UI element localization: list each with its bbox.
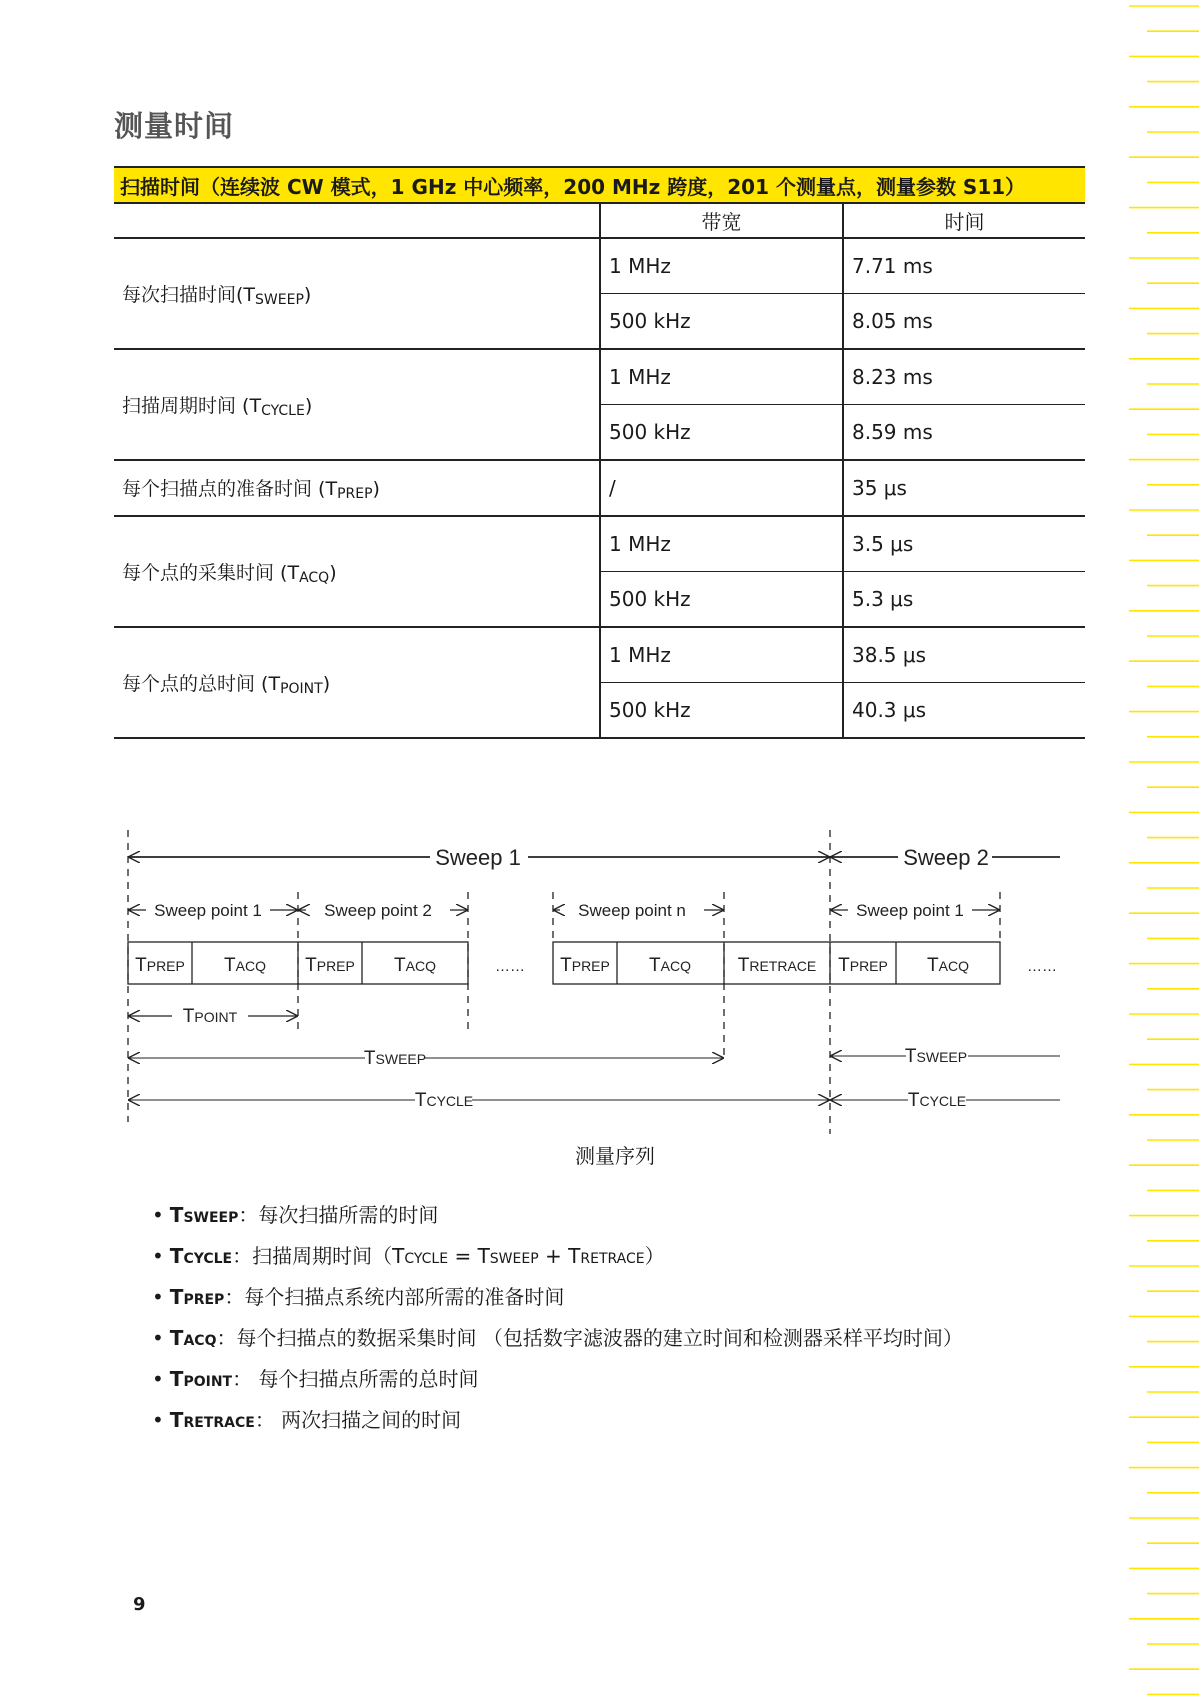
time-cell: 8.23 ms <box>843 349 1085 405</box>
box-tprep-2: TPREP <box>305 955 355 976</box>
bandwidth-cell: 1 MHz <box>600 349 843 405</box>
dashed-guides <box>128 830 1000 1134</box>
header-bandwidth: 带宽 <box>600 203 843 238</box>
box-tprep-1: TPREP <box>135 955 185 976</box>
time-cell: 35 μs <box>843 460 1085 516</box>
tpoint-label: TPOINT <box>182 1006 238 1027</box>
measurement-time-table <box>114 166 1085 739</box>
table-banner: 扫描时间（连续波 CW 模式，1 GHz 中心频率，200 MHz 跨度，201 个测量点，测量参数 S11） <box>114 167 1085 203</box>
definitions-list <box>152 1195 963 1441</box>
bandwidth-cell: 500 kHz <box>600 572 843 628</box>
ellipsis-2: …… <box>1027 958 1057 975</box>
table-row <box>114 460 1085 516</box>
time-cell: 8.59 ms <box>843 405 1085 461</box>
sweep-point-1b-label: Sweep point 1 <box>856 901 964 920</box>
param-cell: 每次扫描时间$(T_{SWEEP})$ <box>114 238 600 349</box>
time-cell: 8.05 ms <box>843 294 1085 350</box>
tsweep1-label: TSWEEP <box>363 1048 427 1069</box>
sweep1-label: Sweep 1 <box>435 845 521 870</box>
box-tacq-s2: TACQ <box>927 955 969 976</box>
list-item: • TSWEEP：每次扫描所需的时间 <box>152 1195 963 1236</box>
bandwidth-cell: 1 MHz <box>600 516 843 572</box>
time-cell: 5.3 μs <box>843 572 1085 628</box>
bandwidth-cell: 1 MHz <box>600 238 843 294</box>
box-tacq-n: TACQ <box>649 955 691 976</box>
tcycle1-label: TCYCLE <box>414 1090 474 1111</box>
bandwidth-cell: 1 MHz <box>600 627 843 683</box>
table-row <box>114 627 1085 683</box>
bandwidth-cell: 500 kHz <box>600 405 843 461</box>
tsweep2-label: TSWEEP <box>904 1046 968 1067</box>
header-time: 时间 <box>843 203 1085 238</box>
table-row <box>114 238 1085 294</box>
list-item: • TACQ：每个扫描点的数据采集时间 （包括数字滤波器的建立时间和检测器采样平均时间） <box>152 1318 963 1359</box>
measurement-sequence-diagram <box>120 830 1070 1140</box>
box-tprep-s2: TPREP <box>838 955 888 976</box>
decorative-stripes <box>1119 0 1199 1696</box>
table-row <box>114 516 1085 572</box>
diagram-caption: 测量序列 <box>575 1144 655 1168</box>
sweep-point-n-label: Sweep point n <box>578 901 686 920</box>
box-tprep-n: TPREP <box>560 955 610 976</box>
param-cell: 扫描周期时间 $(T_{CYCLE})$ <box>114 349 600 460</box>
ellipsis-1: …… <box>495 958 525 975</box>
time-cell: 40.3 μs <box>843 683 1085 739</box>
box-tacq-2: TACQ <box>394 955 436 976</box>
time-cell: 3.5 μs <box>843 516 1085 572</box>
param-cell: 每个点的采集时间 $(T_{ACQ})$ <box>114 516 600 627</box>
sweep-point-1-label: Sweep point 1 <box>154 901 262 920</box>
sweep2-label: Sweep 2 <box>903 845 989 870</box>
bandwidth-cell: 500 kHz <box>600 683 843 739</box>
box-tretrace: TRETRACE <box>737 955 817 976</box>
table-row <box>114 349 1085 405</box>
time-cell: 38.5 μs <box>843 627 1085 683</box>
page-heading: 测量时间 <box>114 109 235 143</box>
page-number: 9 <box>133 1594 146 1615</box>
param-cell: 每个扫描点的准备时间 $(T_{PREP})$ <box>114 460 600 516</box>
param-cell: 每个点的总时间 $(T_{POINT})$ <box>114 627 600 738</box>
header-empty <box>114 203 600 238</box>
tcycle2-label: TCYCLE <box>907 1090 967 1111</box>
sweep-point-2-label: Sweep point 2 <box>324 901 432 920</box>
list-item: • TPOINT： 每个扫描点所需的总时间 <box>152 1359 963 1400</box>
time-cell: 7.71 ms <box>843 238 1085 294</box>
box-tacq-1: TACQ <box>224 955 266 976</box>
list-item: • TPREP：每个扫描点系统内部所需的准备时间 <box>152 1277 963 1318</box>
bandwidth-cell: 500 kHz <box>600 294 843 350</box>
table-header-row <box>114 203 1085 238</box>
list-item: • TCYCLE：扫描周期时间（TCYCLE = TSWEEP + TRETRACE） <box>152 1236 963 1277</box>
bandwidth-cell: / <box>600 460 843 516</box>
table-banner-row <box>114 167 1085 203</box>
list-item: • TRETRACE： 两次扫描之间的时间 <box>152 1400 963 1441</box>
